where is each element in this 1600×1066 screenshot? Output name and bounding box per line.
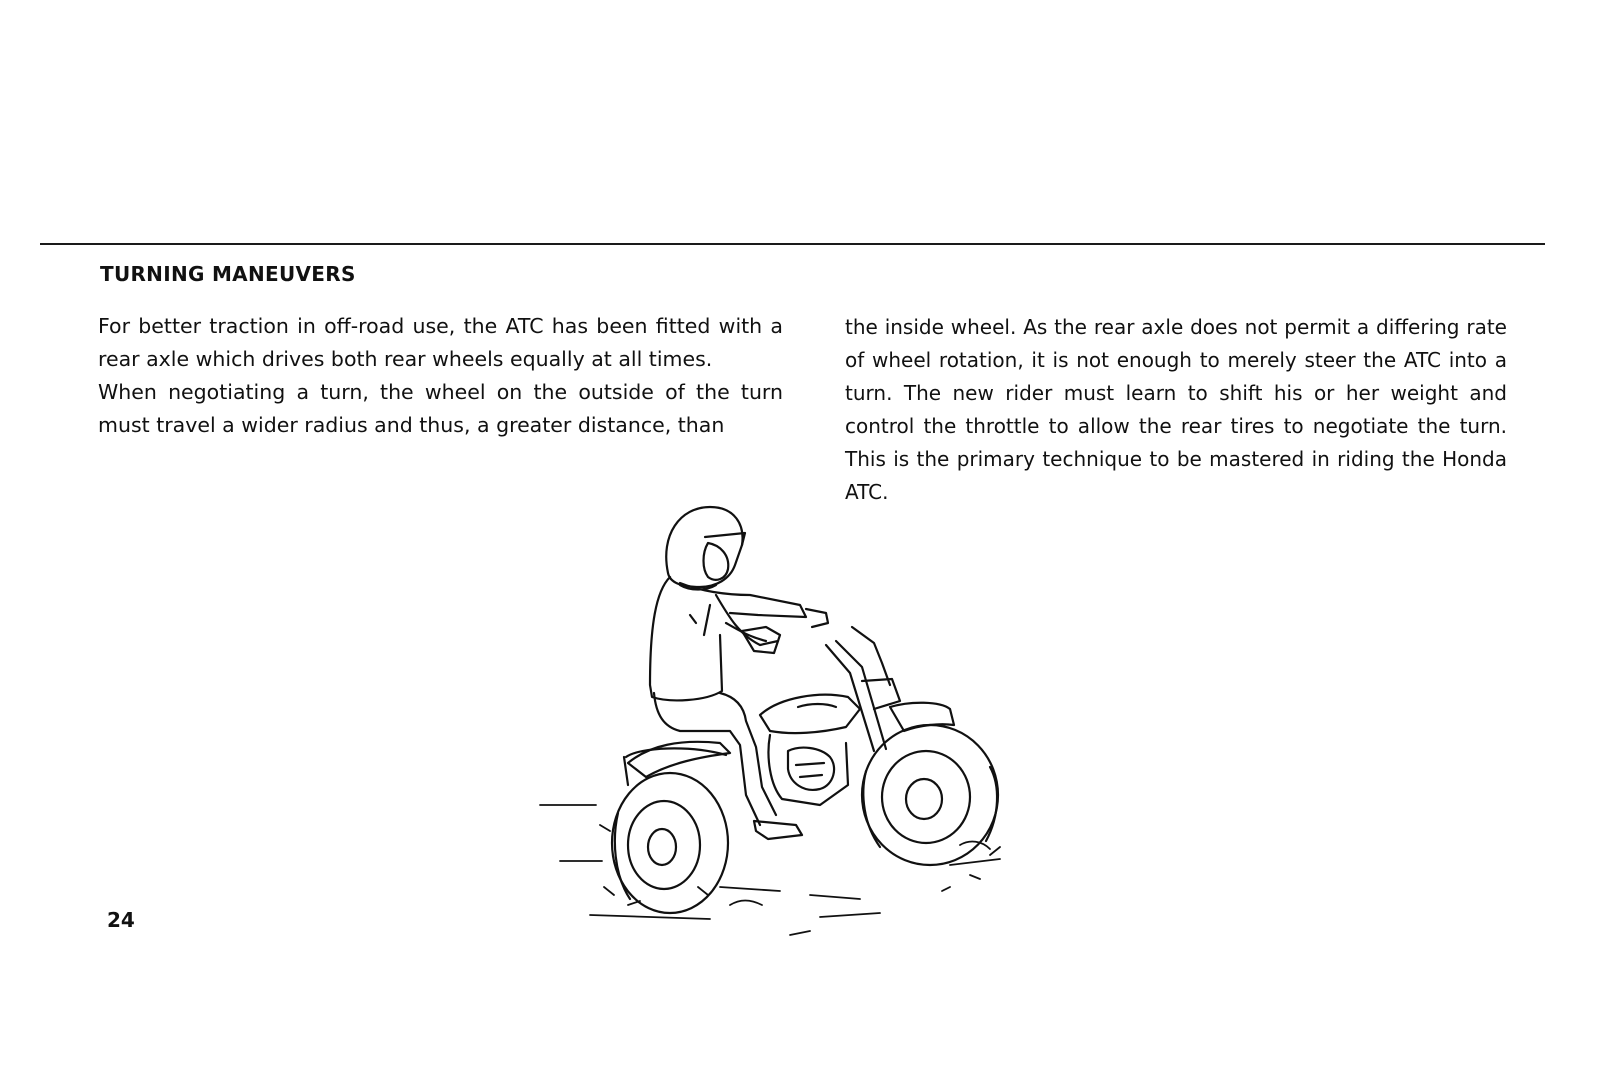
right-column [845,311,1507,509]
front-wheel-drawing [862,725,998,865]
page-number: 24 [107,908,135,932]
left-column [98,310,783,442]
dirt-spray-drawing [540,805,1000,935]
paragraph-traction: For better traction in off-road use, the ATC has been fitted with a rear axle which drives both rear wheels equally at all times. [98,314,783,371]
paragraph-technique: the inside wheel. As the rear axle does not permit a differing rate of wheel rotation, it is not enough to merely steer the ATC into a turn. The new rider must learn to shift his or her weight and control the throttle to allow the rear tires to negotiate the turn. This is the primary technique to be mastered in riding the Honda ATC. [845,315,1507,504]
helmet-drawing [666,507,745,590]
rider-torso-drawing [650,577,828,700]
section-heading: TURNING MANEUVERS [100,262,356,286]
rider-legs-drawing [628,693,802,839]
atc-rider-illustration [530,495,1030,945]
paragraph-turning: When negotiating a turn, the wheel on the outside of the turn must travel a wider radius and thus, a greater distance, than [98,380,783,437]
header-rule [40,243,1545,245]
rear-wheel-drawing [612,748,728,913]
